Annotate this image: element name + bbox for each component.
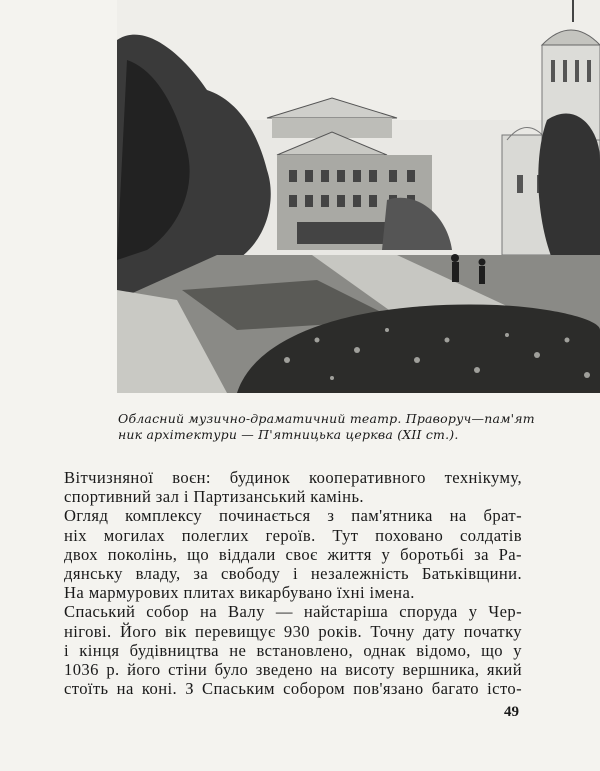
photo-illustration (117, 0, 600, 393)
text-line: Спаський собор на Валу — найстаріша споруда у Чер- (64, 602, 522, 622)
text-line: ніх могилах полеглих героїв. Тут поховано солдатів (64, 525, 522, 545)
text-line: 1036 р. його стіни було зведено на висоту вершника, який (64, 660, 522, 680)
text-line: нігові. Його вік перевищує 930 років. Точну дату початку (64, 621, 522, 641)
text-line: На мармурових плитах викарбувано їхні імена. (64, 583, 415, 603)
photo-theatre-and-church (117, 0, 600, 393)
text-line: дянську владу, за свободу і незалежність Батьківщини. (64, 564, 522, 584)
text-line: спортивний зал і Партизанський камінь. (64, 487, 364, 507)
body-text (64, 468, 522, 698)
caption-line: Обласний музично-драматичний театр. Праворуч—пам'ят (118, 411, 535, 426)
text-line: і кінця будівництва не встановлено, однак відомо, що у (64, 640, 522, 660)
caption-line: ник архітектури — П'ятницька церква (XII ст.). (118, 427, 459, 442)
text-line: Вітчизняної воєн: будинок кооперативного технікуму, (64, 468, 522, 487)
figure-caption (118, 411, 538, 443)
page-number: 49 (504, 704, 519, 720)
text-line: стоїть на коні. З Спаським собором пов'язано багато істо- (64, 679, 522, 699)
text-line: двох поколінь, що віддали своє життя у боротьбі за Ра- (64, 544, 522, 564)
text-line: Огляд комплексу починається з пам'ятника на брат- (64, 506, 522, 526)
